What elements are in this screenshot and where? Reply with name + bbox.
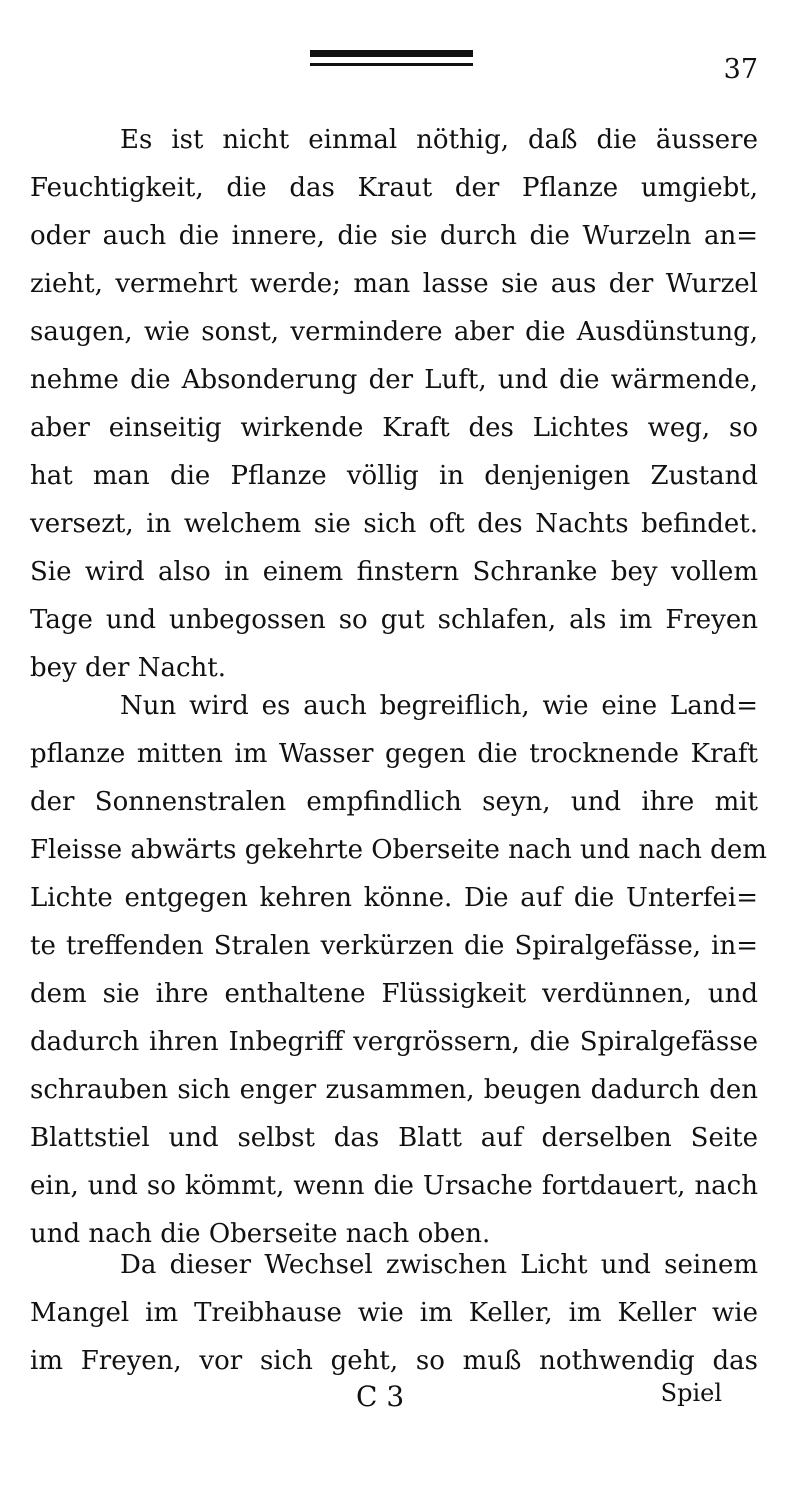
text-line: Es ist nicht einmal nöthig, daß die äussere	[120, 125, 758, 155]
catchword: Spiel	[660, 1379, 722, 1407]
text-line: Blattstiel und selbst das Blatt auf derselben Seite	[30, 1123, 758, 1153]
text-line: hat man die Pflanze völlig in denjenigen Zustand	[30, 461, 758, 491]
text-line: Lichte entgegen kehren könne. Die auf die Unterfei=	[30, 883, 758, 913]
text-line: pflanze mitten im Wasser gegen die trocknende Kraft	[30, 739, 758, 769]
text-line: schrauben sich enger zusammen, beugen dadurch den	[30, 1075, 758, 1105]
text-line: oder auch die innere, die sie durch die Wurzeln an=	[30, 221, 758, 251]
text-line: dem sie ihre enthaltene Flüssigkeit verdünnen, und	[30, 979, 758, 1009]
signature-mark: C 3	[356, 1380, 405, 1413]
text-line: zieht, vermehrt werde; man lasse sie aus der Wurzel	[30, 269, 758, 299]
text-line: bey der Nacht.	[30, 653, 226, 683]
text-line: im Freyen, vor sich geht, so muß nothwendig das	[30, 1346, 758, 1376]
page-number: 37	[723, 54, 758, 85]
paragraph-2	[30, 682, 767, 1258]
text-line: Feuchtigkeit, die das Kraut der Pflanze umgiebt,	[30, 173, 758, 203]
text-line: dadurch ihren Inbegriff vergrössern, die Spiralgefässe	[30, 1027, 758, 1057]
text-line: Nun wird es auch begreiflich, wie eine Land=	[120, 691, 758, 721]
text-line: Tage und unbegossen so gut schlafen, als im Freyen	[30, 605, 758, 635]
text-line: der Sonnenstralen empfindlich seyn, und ihre mit	[30, 787, 758, 817]
text-line: Sie wird also in einem finstern Schranke bey vollem	[30, 557, 758, 587]
text-line: Da dieser Wechsel zwischen Licht und seinem	[120, 1250, 758, 1280]
text-line: ein, und so kömmt, wenn die Ursache fortdauert, nach	[30, 1171, 758, 1201]
text-line: Fleisse abwärts gekehrte Oberseite nach und nach dem	[30, 835, 767, 865]
text-line: aber einseitig wirkende Kraft des Lichtes weg, so	[30, 413, 758, 443]
text-line: versezt, in welchem sie sich oft des Nachts befindet.	[30, 509, 758, 539]
paragraph-1	[30, 116, 758, 692]
text-line: te treffenden Stralen verkürzen die Spiralgefässe, in=	[30, 931, 758, 961]
text-line: Mangel im Treibhause wie im Keller, im Keller wie	[30, 1298, 758, 1328]
header-rule-thick	[310, 50, 473, 57]
paragraph-3	[30, 1241, 758, 1385]
text-line: und nach die Oberseite nach oben.	[30, 1219, 491, 1249]
text-line: saugen, wie sonst, vermindere aber die Ausdünstung,	[30, 317, 758, 347]
text-line: nehme die Absonderung der Luft, und die wärmende,	[30, 365, 758, 395]
header-rule-thin	[310, 63, 473, 66]
